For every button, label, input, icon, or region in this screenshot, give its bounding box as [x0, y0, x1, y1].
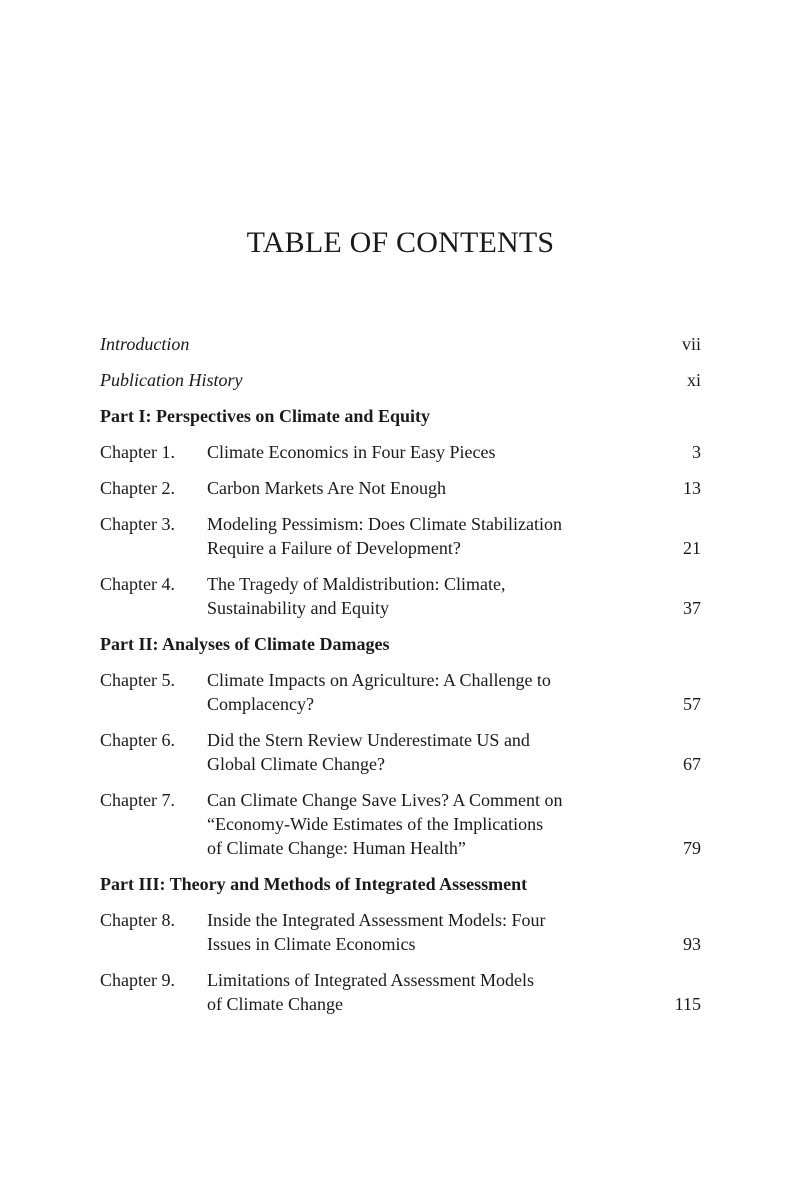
chapter-title-line: Climate Economics in Four Easy Pieces	[207, 442, 496, 462]
page-number: 13	[683, 478, 701, 498]
chapter-title	[207, 788, 641, 860]
chapter-number: Chapter 7.	[100, 790, 175, 810]
chapter-row	[100, 728, 701, 776]
chapter-number: Chapter 3.	[100, 514, 175, 534]
chapter-row	[100, 476, 701, 500]
chapter-title	[207, 476, 641, 500]
front-matter-title: Publication History	[100, 370, 243, 390]
part-heading: Part I: Perspectives on Climate and Equity	[100, 406, 430, 426]
part-heading: Part III: Theory and Methods of Integrated Assessment	[100, 874, 528, 894]
chapter-title-line: Limitations of Integrated Assessment Models	[207, 970, 534, 990]
chapter-number: Chapter 6.	[100, 730, 175, 750]
chapter-number: Chapter 9.	[100, 970, 175, 990]
part-heading: Part II: Analyses of Climate Damages	[100, 634, 390, 654]
page-number: 37	[683, 598, 701, 618]
chapter-title	[207, 572, 641, 620]
chapter-title	[207, 668, 641, 716]
chapter-title-line: The Tragedy of Maldistribution: Climate,	[207, 574, 506, 594]
page-number: 67	[683, 754, 701, 774]
page-number: 57	[683, 694, 701, 714]
chapter-number: Chapter 5.	[100, 670, 175, 690]
front-matter-row	[100, 368, 701, 392]
front-matter-row	[100, 332, 701, 356]
page-number: xi	[686, 370, 701, 390]
chapter-title	[207, 728, 641, 776]
chapter-row	[100, 908, 701, 956]
chapter-title-line: Modeling Pessimism: Does Climate Stabilization	[207, 514, 562, 534]
chapter-title-line: Complacency?	[207, 694, 314, 714]
chapter-title	[207, 512, 641, 560]
chapter-row	[100, 440, 701, 464]
chapter-title	[207, 908, 641, 956]
table-of-contents	[100, 332, 701, 1028]
chapter-title-line: Climate Impacts on Agriculture: A Challenge to	[207, 670, 551, 690]
chapter-title-line: of Climate Change	[207, 994, 343, 1014]
chapter-title-line: Global Climate Change?	[207, 754, 385, 774]
chapter-title-line: Inside the Integrated Assessment Models: Four	[207, 910, 546, 930]
chapter-row	[100, 512, 701, 560]
page-number: 79	[683, 838, 701, 858]
chapter-title-line: of Climate Change: Human Health”	[207, 838, 466, 858]
chapter-title-line: “Economy-Wide Estimates of the Implications	[207, 814, 544, 834]
front-matter-title: Introduction	[100, 334, 190, 354]
chapter-number: Chapter 2.	[100, 478, 175, 498]
chapter-row	[100, 788, 701, 860]
chapter-title-line: Did the Stern Review Underestimate US and	[207, 730, 530, 750]
chapter-title	[207, 968, 641, 1016]
page-number: 93	[683, 934, 701, 954]
page-number: 21	[683, 538, 701, 558]
page-number: 3	[692, 442, 701, 462]
page-title: TABLE OF CONTENTS	[246, 226, 555, 259]
chapter-number: Chapter 8.	[100, 910, 175, 930]
chapter-title-line: Can Climate Change Save Lives? A Comment on	[207, 790, 563, 810]
page-number: vii	[681, 334, 701, 354]
chapter-row	[100, 572, 701, 620]
chapter-title-line: Sustainability and Equity	[207, 598, 389, 618]
chapter-title-line: Carbon Markets Are Not Enough	[207, 478, 446, 498]
chapter-title-line: Issues in Climate Economics	[207, 934, 416, 954]
chapter-title-line: Require a Failure of Development?	[207, 538, 461, 558]
chapter-row	[100, 668, 701, 716]
chapter-title	[207, 440, 641, 464]
chapter-number: Chapter 1.	[100, 442, 175, 462]
chapter-row	[100, 968, 701, 1016]
page-number: 115	[674, 994, 701, 1014]
chapter-number: Chapter 4.	[100, 574, 175, 594]
